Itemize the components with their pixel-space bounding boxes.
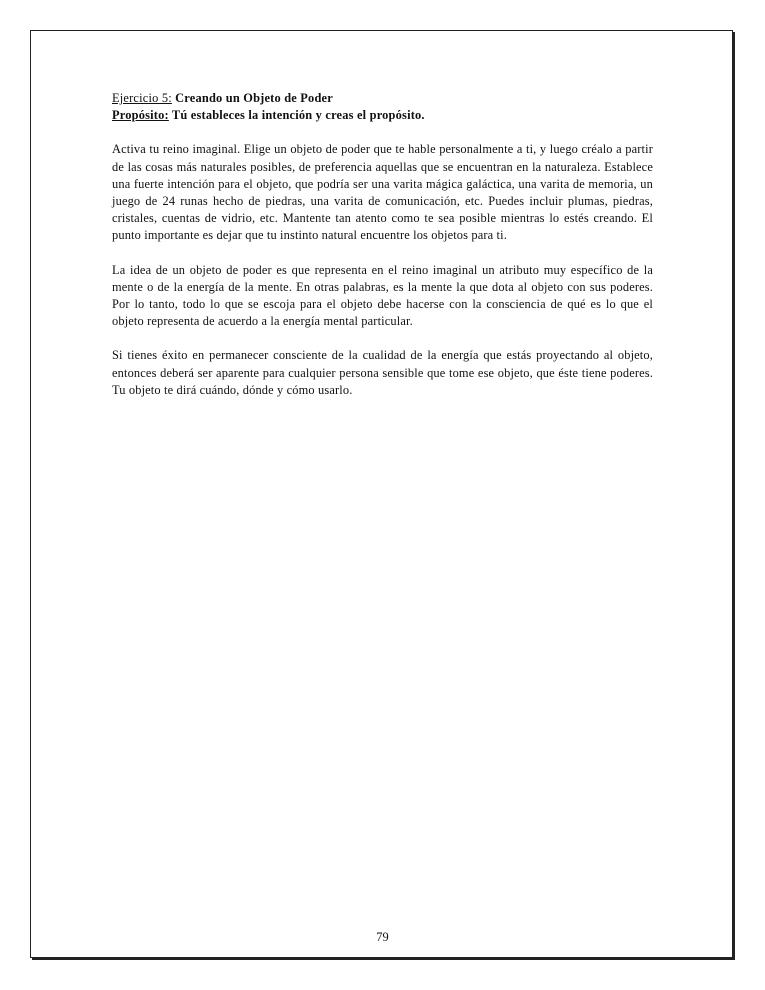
purpose-heading (112, 107, 653, 124)
paragraph-1: Activa tu reino imaginal. Elige un objeto de poder que te hable personalmente a ti, y luego créalo a partir de las cosas más naturales posibles, de preferencia aquellas que se encuentran en la naturaleza. Establece una fuerte intención para el objeto, que podría ser una varita mágica galáctica, una varita de memoria, un juego de 24 runas hecho de piedras, una varita de comunicación, etc. Puedes incluir plumas, piedras, cristales, cuentas de vidrio, etc. Mantente tan atento como te sea posible mientras lo estés creando. El punto importante es dejar que tu instinto natural encuentre los objetos para ti. (112, 142, 653, 243)
exercise-title: Creando un Objeto de Poder (171, 91, 333, 105)
purpose-text: Tú estableces la intención y creas el propósito. (168, 108, 425, 123)
document-body (112, 90, 653, 399)
exercise-heading (112, 90, 653, 107)
exercise-label: Ejercicio 5: (112, 91, 172, 105)
page-number: 79 (376, 930, 389, 944)
purpose-label: Propósito: (112, 108, 169, 123)
paragraph-2: La idea de un objeto de poder es que representa en el reino imaginal un atributo muy específico de la mente o de la energía de la mente. En otras palabras, es la mente la que dota al objeto con sus poderes. Por lo tanto, todo lo que se escoja para el objeto debe hacerse con la consciencia de qué es lo que el objeto representa de acuerdo a la energía mental particular. (112, 262, 653, 329)
paragraph-3: Si tienes éxito en permanecer consciente de la cualidad de la energía que estás proyectando al objeto, entonces deberá ser aparente para cualquier persona sensible que tome ese objeto, que éste tiene poderes. Tu objeto te dirá cuándo, dónde y cómo usarlo. (112, 348, 653, 397)
